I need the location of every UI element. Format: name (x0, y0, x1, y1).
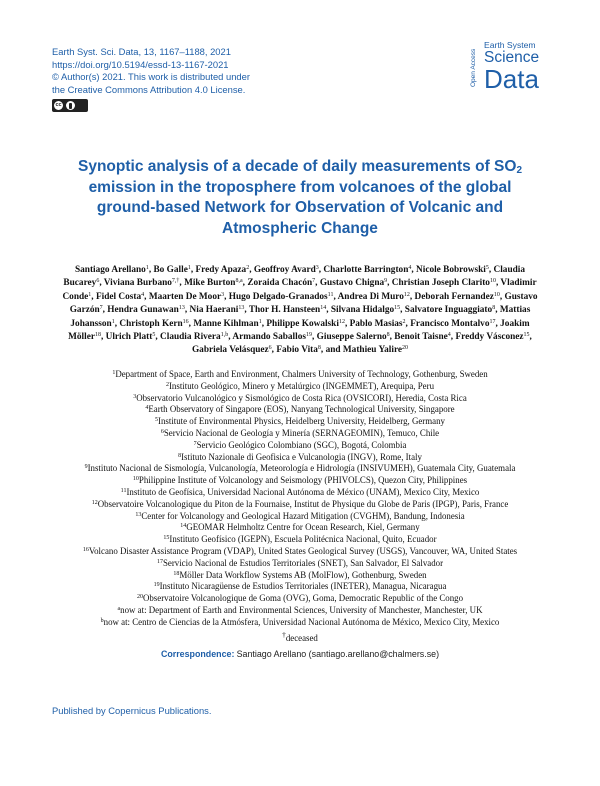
authors-and: and (325, 345, 341, 356)
affiliation-text: Philippine Institute of Volcanology and Seismology (PHIVOLCS), Quezon City, Philippines (138, 475, 468, 486)
affiliation-mark: 10 (132, 476, 139, 483)
deceased-text: deceased (285, 632, 318, 643)
author-name: Hendra Gunawan (107, 305, 179, 316)
affiliation-mark: 2 (165, 381, 169, 388)
cc-icon: cc (55, 102, 62, 109)
author-affiliation-mark: 12 (338, 318, 345, 325)
author-name: Gustavo Garzón (69, 291, 538, 316)
author-affiliation-mark: 8 (386, 332, 390, 339)
author-affiliation-mark: 1 (111, 318, 115, 325)
affiliation-item (58, 404, 542, 416)
affiliation-mark: 11 (120, 487, 127, 494)
author-affiliation-mark: 2 (402, 318, 406, 325)
journal-logo-line3: Data (484, 64, 539, 94)
affiliation-item (58, 369, 542, 381)
affiliation-text: now at: Centro de Ciencias de la Atmósfera, Universidad Nacional Autónoma de México, Mexico City, Mexico (103, 616, 500, 627)
affiliation-text: Möller Data Workflow Systems AB (MolFlow), Gothenburg, Sweden (179, 569, 427, 580)
affiliation-mark: 3 (133, 393, 137, 400)
author-name: Bo Galle (153, 265, 188, 275)
author-name: Mathieu Yalire (342, 345, 403, 356)
author-affiliation-mark: 18 (94, 332, 101, 339)
author-name: Manne Kihlman (193, 318, 259, 329)
author-affiliation-mark: 5 (152, 332, 156, 339)
affiliation-text: Instituto Geológico, Minero y Metalúrgico (INGEMMET), Arequipa, Peru (168, 380, 435, 391)
author-affiliation-mark: 14 (320, 305, 327, 312)
dagger-icon: † (282, 629, 286, 639)
author-affiliation-mark: 13 (178, 305, 185, 312)
author-name: Francisco Montalvo (410, 318, 490, 329)
author-name: Santiago Arellano (74, 265, 146, 275)
author-affiliation-mark: 1 (187, 265, 191, 271)
author-name: Fidel Costa (95, 291, 142, 302)
author-name: Salvatore Inguaggiato (404, 305, 493, 316)
author-affiliation-mark: 7 (99, 305, 103, 312)
affiliation-item (58, 570, 542, 582)
affiliation-mark: 6 (160, 428, 164, 435)
affiliation-text: Center for Volcanology and Geological Hazard Mitigation (CVGHM), Bandung, Indonesia (141, 510, 465, 521)
author-name: Giuseppe Salerno (316, 332, 387, 343)
affiliation-mark: 19 (153, 582, 160, 589)
affiliation-item (58, 487, 542, 499)
author-affiliation-mark: 10 (493, 291, 500, 298)
author-affiliation-mark: 15 (394, 305, 401, 312)
author-affiliation-mark: 20 (402, 345, 409, 352)
author-affiliation-mark: 9 (384, 278, 388, 285)
copyright-line: © Author(s) 2021. This work is distributed under (52, 71, 250, 83)
affiliation-text: Observatoire Volcanologique du Piton de la Fournaise, Institut de Physique du Globe de Paris (IPGP), Paris, France (97, 498, 509, 509)
affiliation-text: Observatoire Volcanologique de Goma (OVG), Goma, Democratic Republic of the Congo (142, 593, 464, 604)
affiliation-item (58, 475, 542, 487)
author-affiliation-mark: 8 (492, 305, 496, 312)
author-name: Claudia Bucarey (63, 265, 526, 289)
affiliation-text: Institute of Environmental Physics, Heidelberg University, Heidelberg, Germany (158, 416, 445, 427)
affiliation-item (58, 593, 542, 605)
correspondence-text[interactable]: Santiago Arellano (santiago.arellano@chalmers.se) (236, 649, 440, 659)
affiliation-mark: 14 (180, 523, 187, 530)
affiliation-mark: 15 (163, 535, 170, 542)
affiliation-text: now at: Department of Earth and Environmental Sciences, University of Manchester, Manchester, UK (120, 604, 483, 615)
author-name: Mattias Johansson (70, 305, 531, 329)
author-affiliation-mark: 7,† (171, 278, 180, 285)
affiliation-mark: 16 (82, 546, 89, 553)
affiliation-text: Servicio Nacional de Estudios Territoriales (SNET), San Salvador, El Salvador (162, 557, 444, 568)
affiliation-mark: 1 (112, 370, 116, 376)
author-name: Thor H. Hansteen (248, 305, 321, 316)
author-affiliation-mark: 1,b (220, 332, 229, 339)
affiliation-item (58, 416, 542, 428)
affiliation-item (58, 558, 542, 570)
affiliation-text: Instituto Geofísico (IGEPN), Escuela Politécnica Nacional, Quito, Ecuador (169, 534, 437, 545)
author-name: Freddy Vásconez (455, 332, 524, 343)
title-subscript: 2 (516, 165, 522, 176)
affiliation-mark: 12 (91, 499, 98, 506)
author-affiliation-mark: 15 (523, 332, 530, 339)
affiliation-item (58, 393, 542, 405)
author-name: Claudia Rivera (160, 332, 221, 343)
author-affiliation-mark: 3 (315, 265, 319, 271)
journal-logo-line2: Science (484, 49, 540, 66)
author-name: Christoph Kern (119, 318, 183, 329)
affiliation-mark: 5 (155, 417, 158, 424)
affiliation-item (58, 617, 542, 629)
author-name: Geoffroy Avard (253, 265, 316, 275)
title-part1: Synoptic analysis of a decade of daily measurements of SO (77, 158, 517, 175)
affiliation-item (58, 581, 542, 593)
affiliation-text: Servicio Geológico Colombiano (SGC), Bogotá, Colombia (196, 439, 407, 450)
affiliation-mark: 18 (173, 570, 180, 577)
author-affiliation-mark: 4 (408, 265, 412, 271)
author-affiliation-mark: 7 (312, 278, 316, 285)
author-list: Santiago Arellano$^1$, Bo Galle$^1$, Fredy Apaza$^2$, Geoffroy Avard$^3$, Charlotte Barrington$^4$, Nicole Bobrowski$^5$, Claudia Bucarey$^6$, Viviana Burbano$^{7,\dagger}$, Mike Burton$^{8,a}$, Zoraida Chacón$^7$, Gustavo Chigna$^9$, Christian Joseph Clarito$^{10}$, Vladimir Conde$^1$, Fidel Costa$^4$, Maarten De Moor$^3$, Hugo Delgado-Granados$^{11}$, Andrea Di Muro$^{12}$, Deborah Fernandez$^{10}$, Gustavo Garzón$^7$, Hendra Gunawan$^{13}$, Nia Haerani$^{13}$, Thor H. Hansteen$^{14}$, Silvana Hidalgo$^{15}$, Salvatore Inguaggiato$^8$, Mattias Johansson$^1$, Christoph Kern$^{16}$, Manne Kihlman$^1$, Philippe Kowalski$^{12}$, Pablo Masias$^2$, Francisco Montalvo$^{17}$, Joakim Möller$^{18}$, Ulrich Platt$^5$, Claudia Rivera$^{1,b}$, Armando Saballos$^{19}$, Giuseppe Salerno$^8$, Benoit Taisne$^4$, Freddy Vásconez$^{15}$, Gabriela Velásquez$^6$, Fabio Vita$^8$, and Mathieu Yalire$^{20}$ (62, 265, 538, 356)
attribution-person-icon (66, 101, 75, 110)
journal-logo[interactable] (484, 40, 539, 92)
affiliation-item (58, 381, 542, 393)
doi-link[interactable]: https://doi.org/10.5194/essd-13-1167-2021 (52, 58, 229, 70)
affiliation-mark: 7 (193, 440, 197, 447)
author-affiliation-mark: 4 (447, 332, 451, 339)
author-name: Benoit Taisne (394, 332, 448, 343)
affiliation-mark: 9 (84, 464, 88, 471)
author-affiliation-mark: 1 (88, 291, 92, 298)
author-affiliation-mark: 17 (489, 318, 496, 325)
correspondence (58, 648, 542, 660)
affiliation-item (58, 452, 542, 464)
author-affiliation-mark: 4 (141, 291, 145, 298)
author-affiliation-mark: 8,a (235, 278, 243, 285)
affiliation-mark: 4 (145, 405, 149, 412)
author-name: Nia Haerani (189, 305, 239, 316)
author-name: Philippe Kowalski (266, 318, 339, 329)
affiliation-item (58, 605, 542, 617)
affiliation-text: Earth Observatory of Singapore (EOS), Nanyang Technological University, Singapore (148, 404, 455, 415)
affiliation-item (58, 499, 542, 511)
author-affiliation-mark: 11 (327, 291, 334, 298)
author-name: Vladimir Conde (62, 278, 537, 302)
affiliation-text: Servicio Nacional de Geología y Minería (SERNAGEOMIN), Temuco, Chile (163, 427, 440, 438)
author-affiliation-mark: 5 (485, 265, 489, 271)
author-name: Hugo Delgado-Granados (228, 291, 328, 302)
author-affiliation-mark: 6 (96, 278, 100, 285)
affiliation-text: Instituto Nacional de Sismología, Vulcanología, Meteorología e Hidrología (INSIVUMEH), Guatemala City, Guatemala (87, 463, 516, 474)
affiliation-text: GEOMAR Helmholtz Centre for Ocean Research, Kiel, Germany (186, 522, 420, 533)
author-name: Mike Burton (184, 278, 236, 289)
author-name: Silvana Hidalgo (330, 305, 395, 316)
affiliation-mark: 8 (178, 452, 182, 459)
author-name: Zoraida Chacón (247, 278, 313, 289)
affiliation-text: Instituto Nicaragüense de Estudios Territoriales (INETER), Managua, Nicaragua (159, 581, 447, 592)
author-name: Christian Joseph Clarito (391, 278, 490, 289)
affiliation-item (58, 511, 542, 523)
author-affiliation-mark: 16 (182, 318, 189, 325)
license-link[interactable]: the Creative Commons Attribution 4.0 License. (52, 83, 246, 95)
affiliation-item (58, 428, 542, 440)
affiliation-item (58, 534, 542, 546)
deceased-note (58, 629, 542, 645)
author-name: Armando Saballos (232, 332, 306, 343)
author-affiliation-mark: 8 (317, 345, 321, 352)
title-part2: emission in the troposphere from volcanoes of the global ground-based Network for Observation of Volcanic and Atmospheric Change (88, 178, 512, 237)
affiliation-mark: b (100, 617, 104, 624)
author-affiliation-mark: 1 (145, 265, 149, 271)
author-name: Ulrich Platt (105, 332, 153, 343)
author-name: Viviana Burbano (103, 278, 172, 289)
author-affiliation-mark: 13 (238, 305, 245, 312)
affiliation-mark: 13 (135, 511, 142, 518)
author-affiliation-mark: 2 (246, 265, 250, 271)
author-name: Maarten De Moor (148, 291, 222, 302)
correspondence-label: Correspondence: (160, 649, 235, 659)
affiliation-item (58, 522, 542, 534)
author-affiliation-mark: 19 (305, 332, 312, 339)
article-header (52, 46, 322, 112)
citation: Earth Syst. Sci. Data, 13, 1167–1188, 2021 (52, 46, 231, 57)
affiliation-item (58, 546, 542, 558)
affiliation-mark: 17 (156, 558, 163, 565)
affiliation-text: Volcano Disaster Assistance Program (VDAP), United States Geological Survey (USGS), Vancouver, WA, United States (88, 545, 518, 556)
author-name: Nicole Bobrowski (416, 265, 486, 275)
author-name: Fredy Apaza (195, 265, 247, 275)
author-affiliation-mark: 10 (489, 278, 496, 285)
affiliation-text: Instituto de Geofísica, Universidad Nacional Autónoma de México (UNAM), Mexico City, Mexico (126, 486, 480, 497)
author-name: Fabio Vita (276, 345, 318, 356)
journal-logo-line1: Earth System (484, 40, 536, 50)
author-name: Gustavo Chigna (319, 278, 385, 289)
affiliation-item (58, 440, 542, 452)
affiliation-text: Observatorio Vulcanológico y Sismológico de Costa Rica (OVSICORI), Heredia, Costa Rica (136, 392, 467, 403)
author-affiliation-mark: 3 (221, 291, 225, 298)
author-name: Charlotte Barrington (323, 265, 409, 275)
affiliation-item (58, 463, 542, 475)
author-name: Deborah Fernandez (414, 291, 494, 302)
author-name: Pablo Masias (349, 318, 403, 329)
publisher-footer[interactable]: Published by Copernicus Publications. (52, 705, 212, 716)
affiliation-mark: 20 (136, 594, 143, 601)
open-access-label: Open Access (470, 48, 477, 88)
cc-by-badge-icon[interactable] (52, 99, 88, 112)
affiliation-list (58, 369, 542, 644)
author-name: Andrea Di Muro (337, 291, 404, 302)
affiliation-mark: a (117, 605, 121, 612)
affiliation-text: Department of Space, Earth and Environment, Chalmers University of Technology, Gothenburg, Sweden (115, 369, 488, 379)
paper-title (60, 157, 540, 239)
author-name: Joakim Möller (68, 318, 530, 343)
author-affiliation-mark: 1 (258, 318, 262, 325)
author-affiliation-mark: 12 (403, 291, 410, 298)
affiliation-text: Istituto Nazionale di Geofisica e Vulcanologia (INGV), Rome, Italy (181, 451, 422, 462)
author-affiliation-mark: 6 (268, 345, 272, 352)
author-name: Gabriela Velásquez (191, 345, 269, 356)
